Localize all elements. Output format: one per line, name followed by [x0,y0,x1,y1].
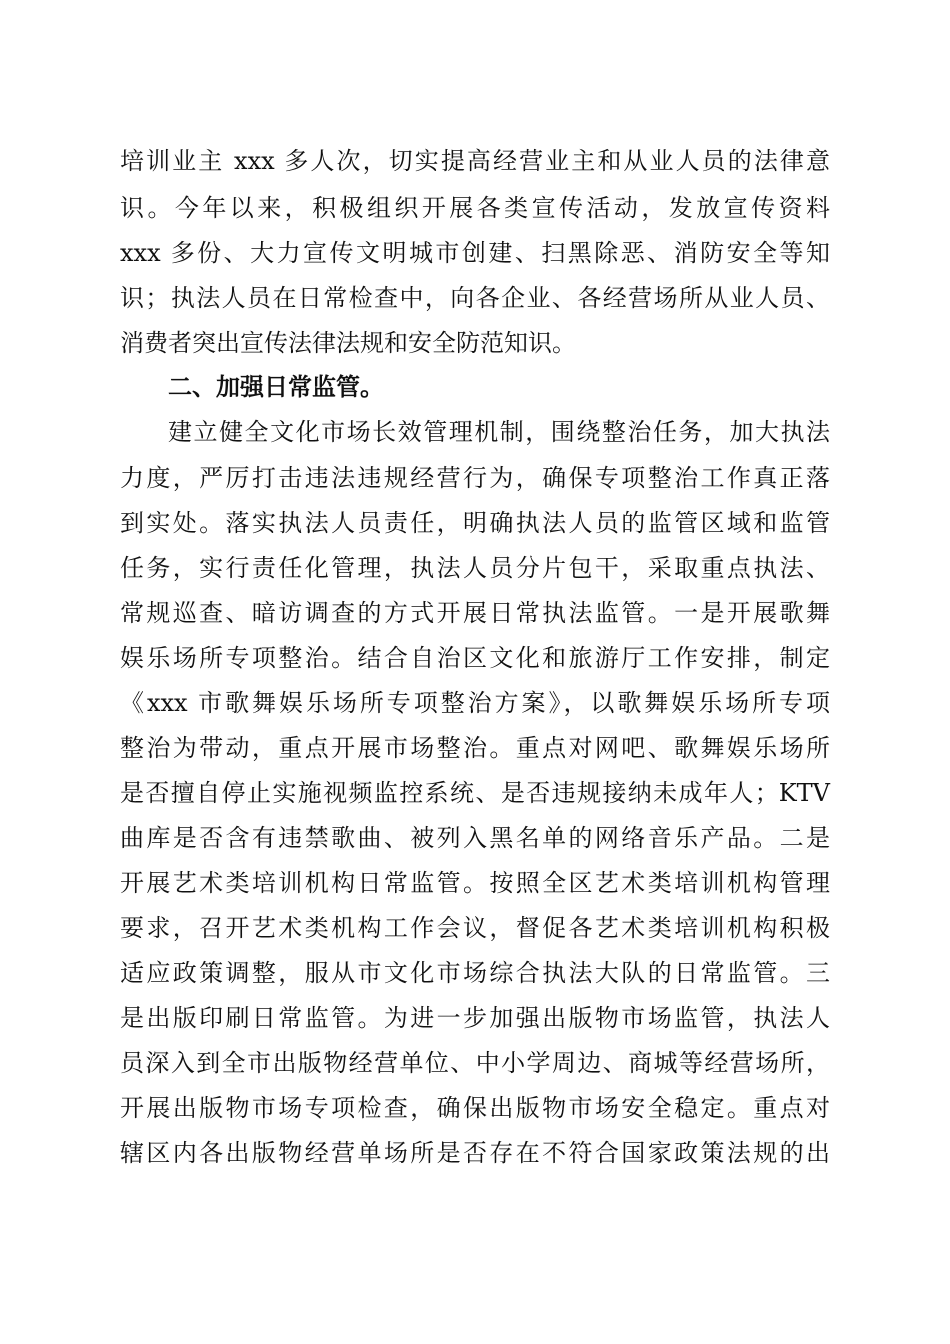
paragraph-1-line-4: 识；执法人员在日常检查中，向各企业、各经营场所从业人员、 [120,284,830,312]
paragraph-2-line-13: 适应政策调整，服从市文化市场综合执法大队的日常监管。三 [120,959,830,987]
paragraph-2-line-6: 娱乐场所专项整治。结合自治区文化和旅游厅工作安排，制定 [120,644,830,672]
paragraph-2-line-3: 到实处。落实执法人员责任，明确执法人员的监管区域和监管 [120,509,830,537]
paragraph-1-line-1: 培训业主 xxx 多人次，切实提高经营业主和从业人员的法律意 [120,147,830,175]
paragraph-2-line-17: 辖区内各出版物经营单场所是否存在不符合国家政策法规的出 [120,1139,830,1167]
paragraph-2-line-7: 《xxx 市歌舞娱乐场所专项整治方案》，以歌舞娱乐场所专项 [120,689,830,717]
section-heading: 二、加强日常监管。 [168,373,384,401]
paragraph-2-line-16: 开展出版物市场专项检查，确保出版物市场安全稳定。重点对 [120,1094,830,1122]
paragraph-1-line-5: 消费者突出宣传法律法规和安全防范知识。 [120,329,576,357]
paragraph-2-line-12: 要求，召开艺术类机构工作会议，督促各艺术类培训机构积极 [120,914,830,942]
paragraph-1-line-2: 识。今年以来，积极组织开展各类宣传活动，发放宣传资料 [120,194,830,222]
paragraph-2-line-14: 是出版印刷日常监管。为进一步加强出版物市场监管，执法人 [120,1004,830,1032]
paragraph-2-line-4: 任务，实行责任化管理，执法人员分片包干，采取重点执法、 [120,554,830,582]
paragraph-2-line-5: 常规巡查、暗访调查的方式开展日常执法监管。一是开展歌舞 [120,599,830,627]
paragraph-2-line-8: 整治为带动，重点开展市场整治。重点对网吧、歌舞娱乐场所 [120,734,830,762]
paragraph-2-line-15: 员深入到全市出版物经营单位、中小学周边、商城等经营场所， [120,1049,830,1077]
paragraph-1-line-3: xxx 多份、大力宣传文明城市创建、扫黑除恶、消防安全等知 [120,239,830,267]
paragraph-2-line-2: 力度，严厉打击违法违规经营行为，确保专项整治工作真正落 [120,464,830,492]
paragraph-2-line-9: 是否擅自停止实施视频监控系统、是否违规接纳未成年人；KTV [120,779,830,807]
paragraph-2-line-10: 曲库是否含有违禁歌曲、被列入黑名单的网络音乐产品。二是 [120,824,830,852]
paragraph-2-line-1: 建立健全文化市场长效管理机制，围绕整治任务，加大执法 [168,418,830,446]
paragraph-2-line-11: 开展艺术类培训机构日常监管。按照全区艺术类培训机构管理 [120,869,830,897]
